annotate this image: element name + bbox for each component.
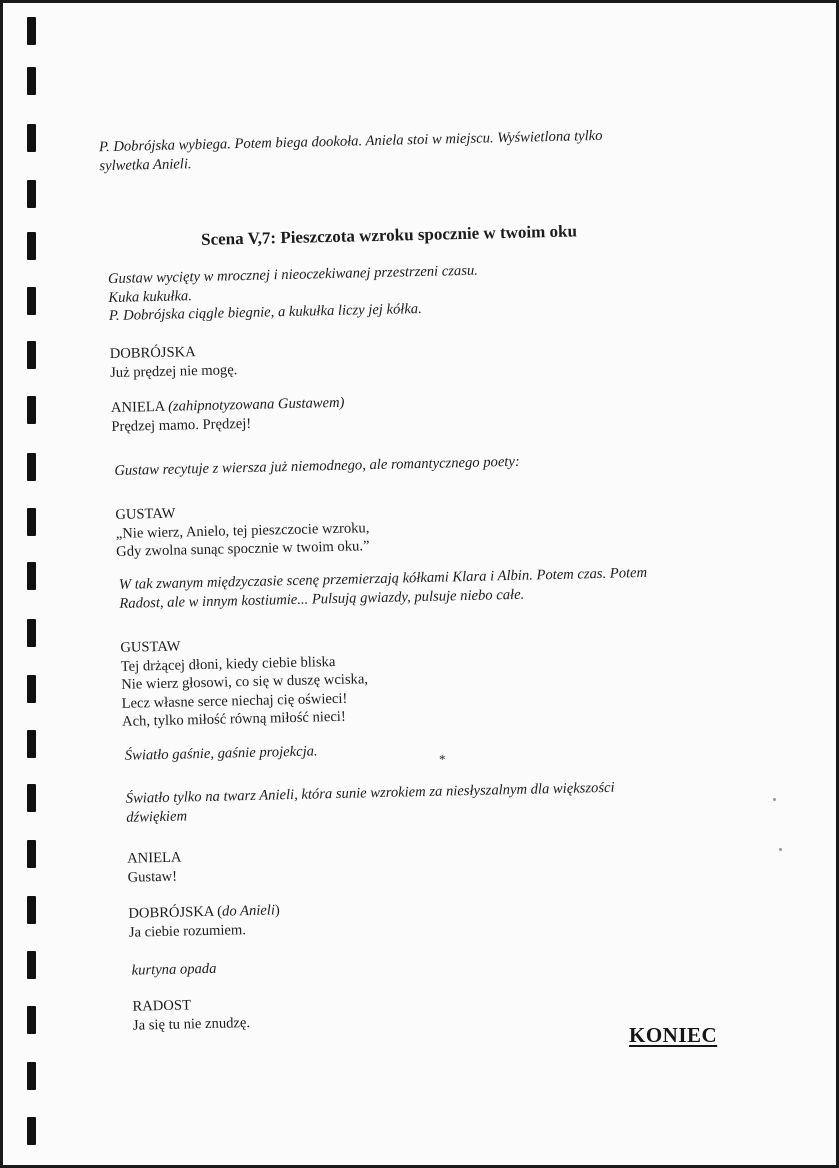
stage-note: do Anieli [221,902,276,920]
stage-direction: kurtyna opada [131,960,217,979]
verse-line: Tej drżącej dłoni, kiedy ciebie bliska [120,653,336,675]
speaker-name: DOBRÓJSKA [109,344,196,363]
verse-line: Gdy zwolna sunąc spocznie w twoim oku.” [116,538,370,560]
dialogue-line: Ja się tu nie znudzę. [132,1014,251,1034]
speaker-name: ANIELA [110,398,165,417]
speech-block [120,633,369,731]
verse-line: Lecz własne serce niechaj cię oświeci! [121,690,348,712]
speech-block [127,849,182,887]
dialogue-line: Ja ciebie rozumiem. [128,921,247,941]
end-title: KONIEC [629,1023,718,1047]
script-content [3,3,836,1165]
verse-line: „Nie wierz, Anielo, tej pieszczocie wzroku, [115,519,370,542]
scene-title: Scena V,7: Pieszczota wzroku spocznie w twoim oku [200,221,578,249]
stage-direction: Światło gaśnie, gaśnie projekcja. [124,743,318,764]
speaker-name: GUSTAW [115,505,176,523]
asterisk-mark: * [438,751,446,767]
speaker-name: DOBRÓJSKA [128,903,214,922]
speaker-name: ANIELA [126,849,182,867]
speaker-name: RADOST [132,997,192,1015]
dialogue-line: Gustaw! [127,868,178,886]
speech-block: DOBRÓJSKA (do Anieli) Ja ciebie rozumiem. [128,902,280,941]
speech-block [110,342,238,382]
speech-block [115,500,370,561]
speech-block [111,394,345,436]
verse-line: Ach, tylko miłość równą miłość nieci! [121,708,346,730]
stage-direction: Gustaw wycięty w mrocznej i nieoczekiwanej przestrzeni czasu. Kuka kukułka. P. Dobrójska ciągle biegnie, a kukułka liczy jej kółka. [107,262,479,325]
dialogue-line: Już prędzej nie mogę. [109,361,238,381]
speaker-name: GUSTAW [120,638,181,656]
verse-line: Nie wierz głosowi, co się w duszę wciska, [121,671,369,693]
stage-note: (zahipnotyzowana Gustawem) [167,394,345,415]
dialogue-line: Prędzej mamo. Prędzej! [111,415,252,435]
stage-direction: P. Dobrójska wybiega. Potem biega dookoła. Aniela stoi w miejscu. Wyświetlona tylko sylwetka Anieli. [98,127,603,174]
speech-block [132,995,250,1035]
document-page [3,3,836,1165]
stage-direction: Gustaw recytuje z wiersza już niemodnego, ale romantycznego poety: [114,453,520,479]
stage-direction: W tak zwanym międzyczasie scenę przemierzają kółkami Klara i Albin. Potem czas. Potem Radost, ale w innym kostiumie... Pulsują gwiazdy, pulsuje niebo całe. [118,564,648,612]
stage-direction: Światło tylko na twarz Anieli, która sunie wzrokiem za niesłyszalnym dla większości dźwiękiem [125,779,615,826]
